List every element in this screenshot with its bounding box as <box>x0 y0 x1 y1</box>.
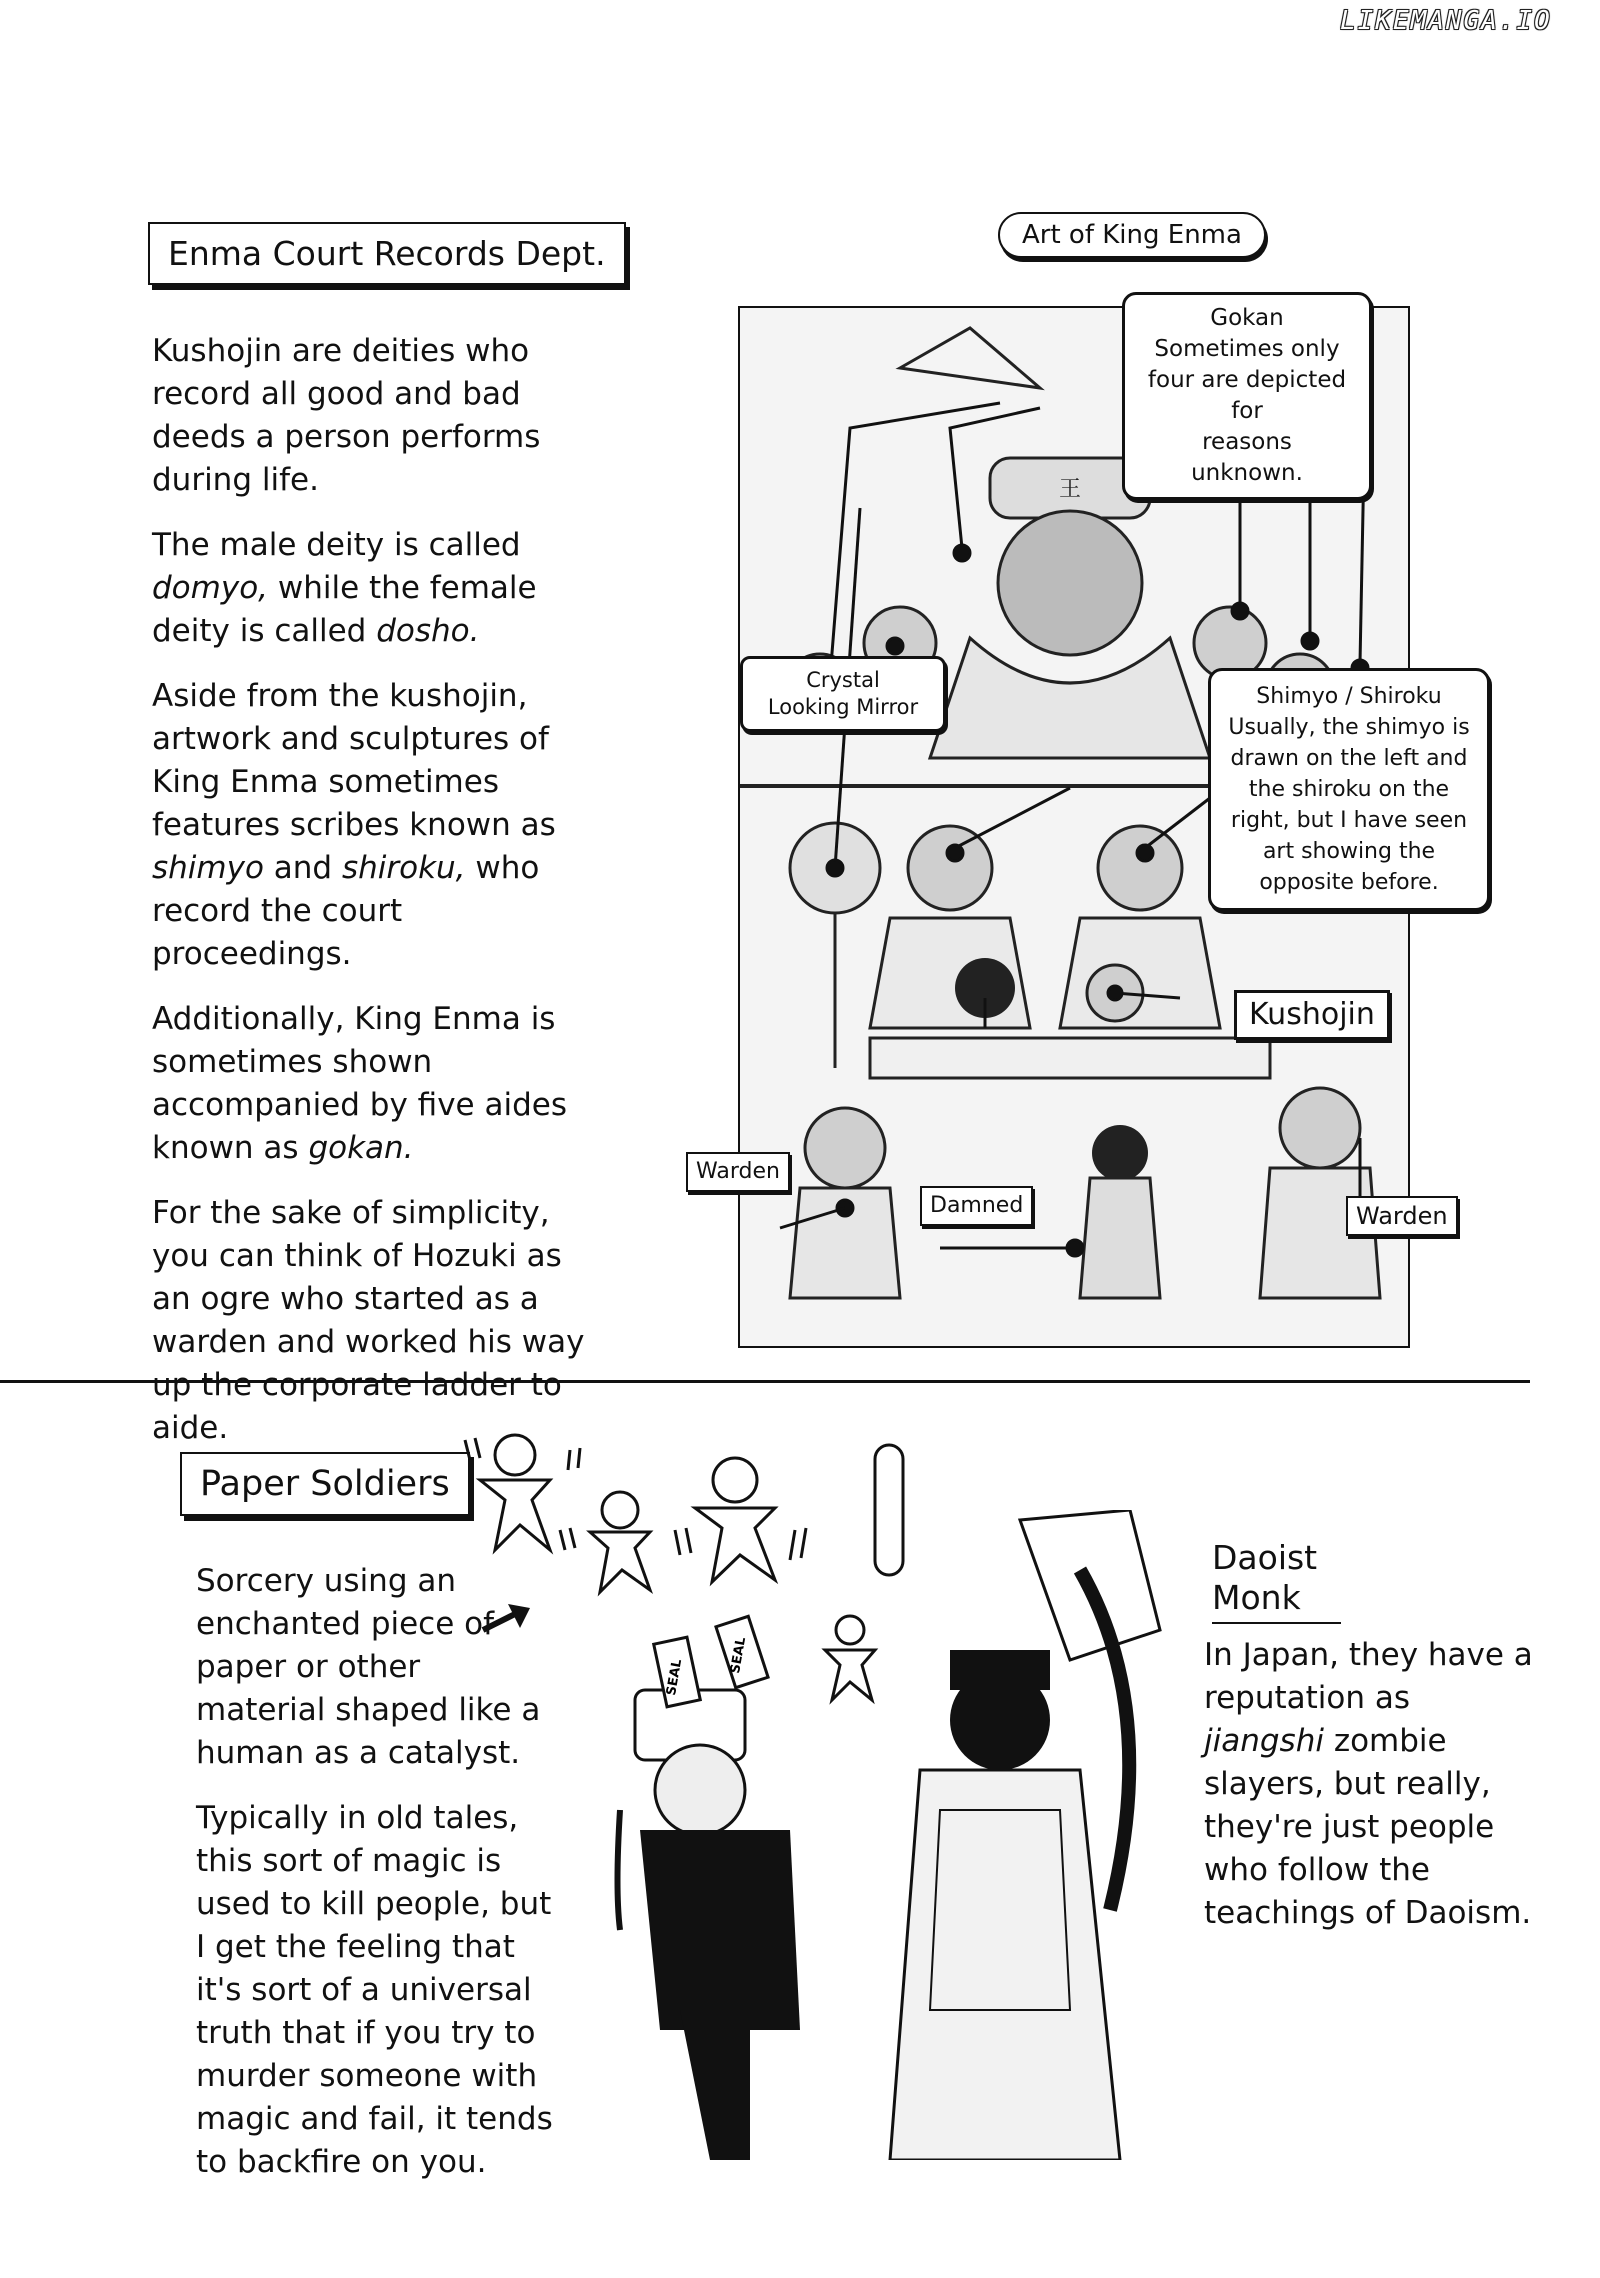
monk-title: Daoist Monk <box>1212 1538 1341 1624</box>
seal-label-2: SEAL <box>727 1636 750 1675</box>
paragraph-hozuki: For the sake of simplicity, you can think of Hozuki as an ogre who started as a warden and worked his way up the corporate ladder to aide. <box>152 1195 585 1446</box>
enma-head <box>998 511 1142 655</box>
records-dept-text <box>152 330 592 1472</box>
tag-kushojin: Kushojin <box>1234 990 1390 1040</box>
callout-shimyo-shiroku: Shimyo / Shiroku Usually, the shimyo is drawn on the left and the shiroku on the right, but I have seen art showing the opposite before. <box>1208 668 1490 911</box>
records-dept-heading: Enma Court Records Dept. <box>148 222 626 285</box>
callout-crystal-mirror: Crystal Looking Mirror <box>740 656 946 732</box>
callout-gokan: Gokan Sometimes only four are depicted for reasons unknown. <box>1122 292 1372 500</box>
paragraph-domyo-dosho: The male deity is called domyo, while the female deity is called dosho. <box>152 527 537 649</box>
section-divider <box>0 1380 1530 1383</box>
paragraph-sorcery: Sorcery using an enchanted piece of paper or other material shaped like a human as a catalyst. <box>196 1563 541 1771</box>
seal-label-1: SEAL <box>663 1658 686 1697</box>
daoist-monk-illustration <box>600 1510 1180 2160</box>
tag-damned: Damned <box>920 1186 1033 1226</box>
monk-text: In Japan, they have a reputation as jiangshi zombie slayers, but really, they're just people who follow the teachings of Daoism. <box>1204 1637 1533 1931</box>
art-title-banner: Art of King Enma <box>998 212 1266 258</box>
paragraph-kushojin: Kushojin are deities who record all good and bad deeds a person performs during life. <box>152 333 541 498</box>
crown-seal: 王 <box>1058 477 1082 502</box>
paper-soldiers-heading: Paper Soldiers <box>180 1452 470 1516</box>
paragraph-scribes: Aside from the kushojin, artwork and sculptures of King Enma sometimes features scribes known as shimyo and shiroku, who record the court proceedings. <box>152 678 556 972</box>
paragraph-gokan: Additionally, King Enma is sometimes shown accompanied by five aides known as gokan. <box>152 1001 567 1166</box>
paper-soldiers-text <box>196 1560 556 2206</box>
paragraph-old-tales: Typically in old tales, this sort of magic is used to kill people, but I get the feeling that it's sort of a universal truth that if you try to murder someone with magic and fail, it tends to backfire on you. <box>196 1800 553 2180</box>
tag-warden-right: Warden <box>1346 1196 1458 1236</box>
watermark: LIKEMANGA.IO <box>1340 6 1552 36</box>
tag-warden-left: Warden <box>686 1152 790 1192</box>
arrow-icon <box>478 1600 538 1640</box>
court-desk <box>870 1038 1270 1078</box>
